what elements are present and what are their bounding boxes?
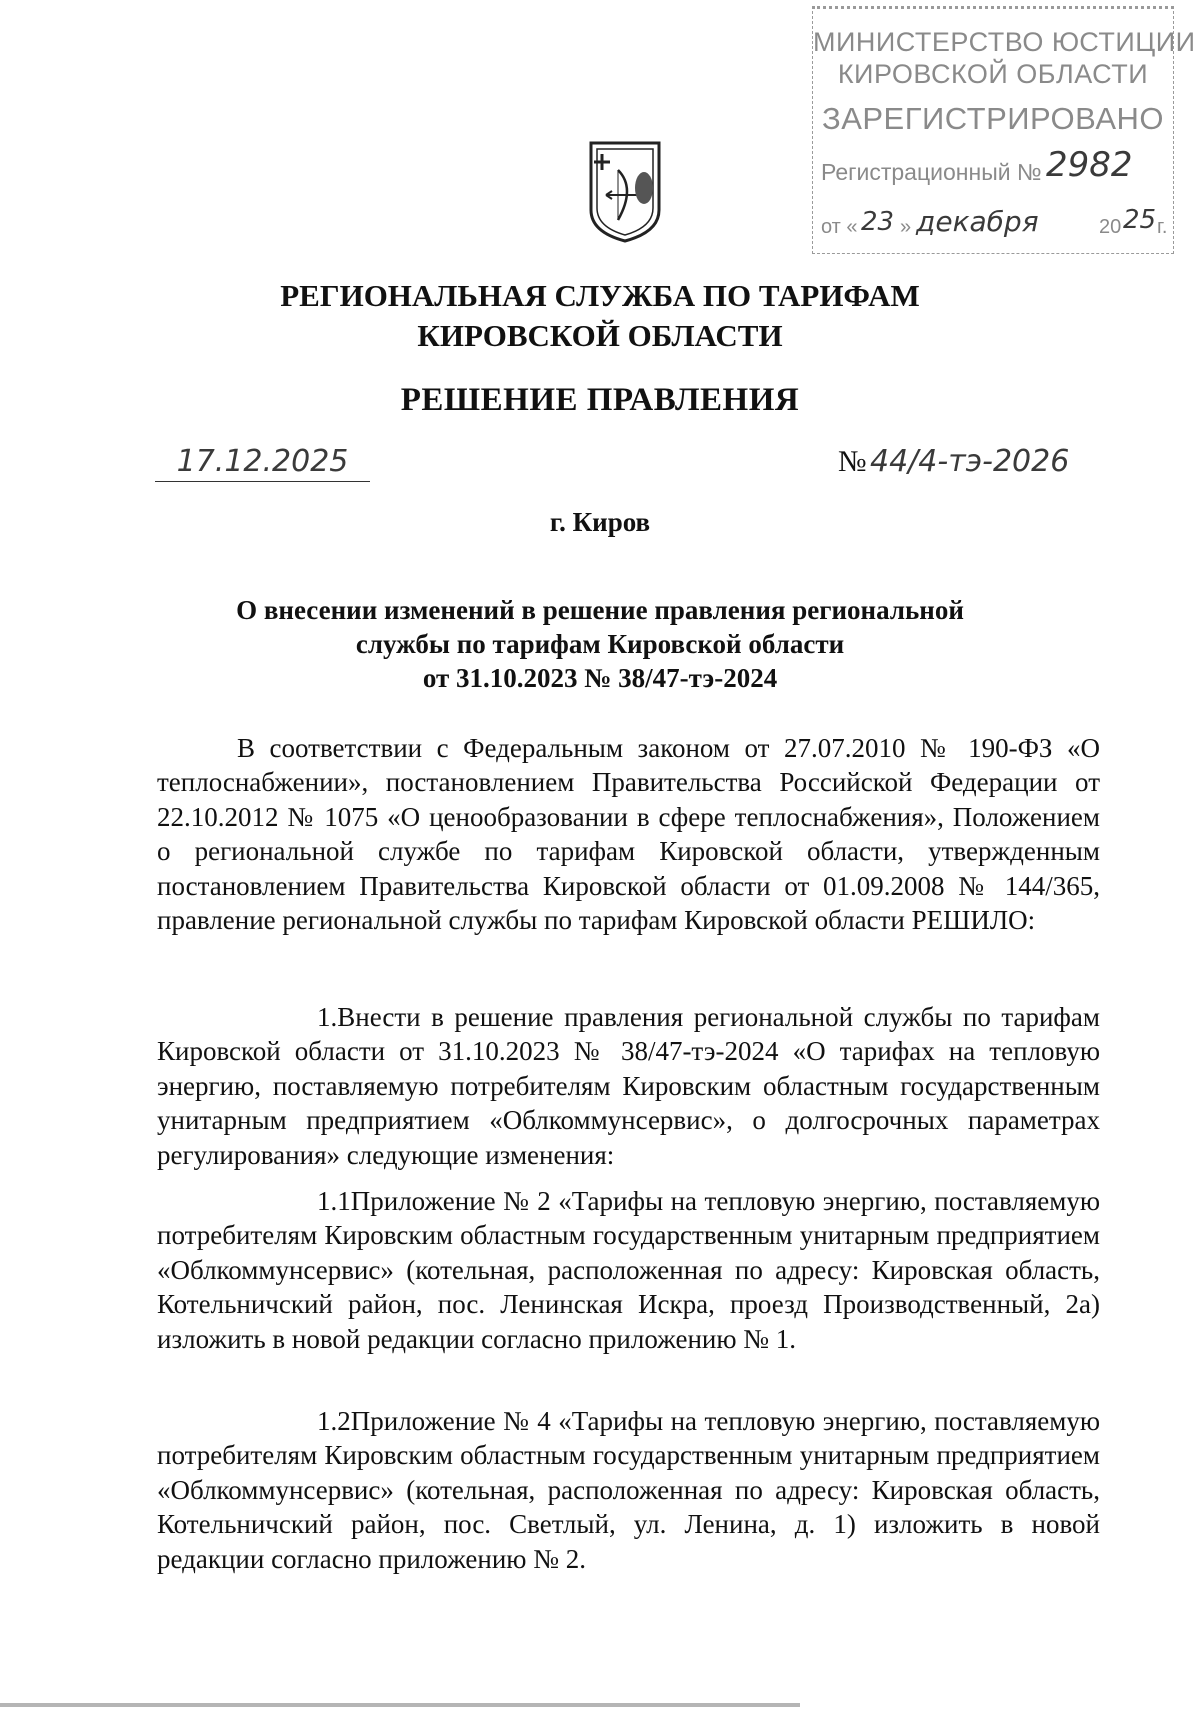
scan-edge-divider xyxy=(0,1703,800,1707)
city-line: г. Киров xyxy=(549,507,651,537)
item-1-1-number: 1.1 xyxy=(317,1186,351,1216)
stamp-year-suffix: 25 xyxy=(1123,205,1157,235)
stamp-day: 23 xyxy=(861,207,895,237)
item-1-1-text: Приложение № 2 «Тарифы на тепловую энергию, поставляемую потребителям Кировским областным государственным унитарным предприятием «Облкоммунсервис» (котельная, расположенная по адресу: Кировская область, Котельничский район, пос. Ленинская Искра, проезд Производственный, 2а) изложить в новой редакции согласно приложению № 1. xyxy=(157,1186,1100,1354)
title-line1: О внесении изменений в решение правления региональной xyxy=(236,595,964,625)
item-1-2-number: 1.2 xyxy=(317,1406,351,1436)
coat-of-arms-emblem xyxy=(588,140,662,244)
organization-name-line1: РЕГИОНАЛЬНАЯ СЛУЖБА ПО ТАРИФАМ xyxy=(280,278,920,313)
stamp-month: декабря xyxy=(916,205,1039,238)
item-1-number: 1. xyxy=(317,1002,338,1032)
preamble-paragraph: В соответствии с Федеральным законом от 27.07.2010 № 190-ФЗ «О теплоснабжении», постановлением Правительства Российской Федерации от 22.10.2012 № 1075 «О ценообразовании в сфере теплоснабжения», Положением о региональной службе по тарифам Кировской области, утвержденным постановлением Правительства Кировской области от 01.09.2008 № 144/365, правление региональной службы по тарифам Кировской области РЕШИЛО: xyxy=(157,733,1100,936)
document-title xyxy=(0,593,1200,695)
stamp-reg-number: 2982 xyxy=(1046,145,1133,185)
title-line3: от 31.10.2023 № 38/47-тэ-2024 xyxy=(422,663,778,693)
decision-date: 17.12.2025 xyxy=(155,443,370,482)
item-1-2-paragraph xyxy=(157,1404,1100,1576)
title-line2: службы по тарифам Кировской области xyxy=(355,629,845,659)
number-label: № xyxy=(838,445,867,478)
item-1-paragraph xyxy=(157,1000,1100,1172)
document-type-heading: РЕШЕНИЕ ПРАВЛЕНИЯ xyxy=(400,382,800,418)
stamp-region-line: КИРОВСКОЙ ОБЛАСТИ xyxy=(837,59,1149,89)
stamp-date-mid: » xyxy=(900,216,912,238)
stamp-date-prefix: от « xyxy=(821,216,858,238)
decision-number: 44/4-тэ-2026 xyxy=(870,444,1070,479)
organization-name-line2: КИРОВСКОЙ ОБЛАСТИ xyxy=(417,318,783,353)
stamp-year-unit: г. xyxy=(1157,216,1168,238)
item-1-2-text: Приложение № 4 «Тарифы на тепловую энергию, поставляемую потребителям Кировским областным государственным унитарным предприятием «Облкоммунсервис» (котельная, расположенная по адресу: Кировская область, Котельничский район, пос. Светлый, ул. Ленина, д. 1) изложить в новой редакции согласно приложению № 2. xyxy=(157,1406,1100,1574)
stamp-year-prefix: 20 xyxy=(1099,216,1122,238)
registration-stamp xyxy=(812,6,1196,254)
item-1-text: Внести в решение правления региональной службы по тарифам Кировской области от 31.10.2023 № 38/47-тэ-2024 «О тарифах на тепловую энергию, поставляемую потребителям Кировским областным государственным унитарным предприятием «Облкоммунсервис», о долгосрочных параметрах регулирования» следующие изменения: xyxy=(157,1002,1100,1170)
item-1-1-paragraph xyxy=(157,1184,1100,1356)
stamp-ministry-line: МИНИСТЕРСТВО ЮСТИЦИИ xyxy=(813,27,1196,57)
stamp-registered-line: ЗАРЕГИСТРИРОВАНО xyxy=(821,101,1164,136)
stamp-reg-label: Регистрационный № xyxy=(821,159,1042,185)
